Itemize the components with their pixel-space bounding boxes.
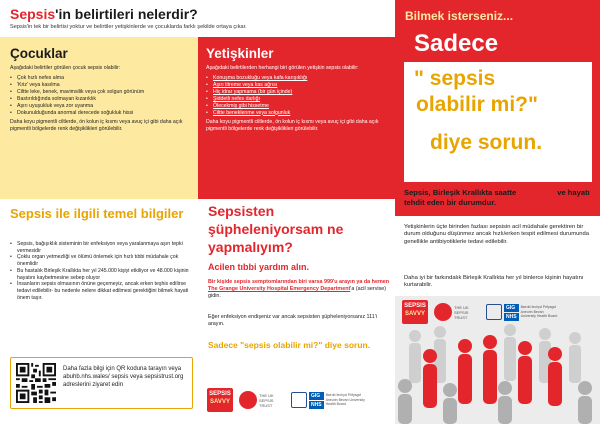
list-item: • Çoklu organ yetmezliği ve ölümü önlemek için hızlı tıbbi müdahale çok önemlidir	[10, 254, 195, 267]
sepsis-trust-logo: THE UK SEPSIS TRUST	[434, 303, 480, 321]
qr-box	[10, 357, 193, 409]
page-title: Sepsis'in belirtileri nelerdir?	[10, 6, 198, 22]
adults-list	[206, 75, 387, 116]
list-item: • Şiddetli nefes darlığı	[206, 96, 387, 103]
slogan-intro: Bilmek isterseniz...	[405, 9, 514, 23]
list-item: • Ciltte leke, benek, mavimsilik veya çok solgun görünüm	[10, 89, 188, 96]
logo-row-right	[402, 300, 559, 324]
logo-row-middle	[207, 388, 366, 412]
children-note: Daha koyu pigmentli ciltlerde, ön kolun iç kısmı veya avuç içi gibi daha açık pigmentli bölgelerde renk değişiklikleri görülebilir.	[10, 119, 183, 133]
awareness-paragraph: Yetişkinlerin üçte birinden fazlası sepsisin acil müdahale gerektiren bir durum olduğunu düşünmez ancak hızlı/erken tespit edilmesi durumunda genellikle antibiyotiklerle tedavi edilebilir.	[404, 224, 589, 245]
suspect-subheading: Acilen tıbbi yardım alın.	[208, 262, 310, 272]
adults-panel	[198, 37, 395, 199]
list-item: • Hiç idrar yapmama (bir gün içinde)	[206, 89, 387, 96]
nhs-logo: GIG NHS Bwrdd Iechyd Prifysgol Aneurin Bevan University Health Board	[291, 392, 366, 409]
suspect-paragraph-1: Bir kişide sepsis semptomlarından biri varsa 999'u arayın ya da hemen The Grange University Hospital Emergency Department'a (acil servise) gidin.	[208, 279, 390, 299]
qr-code-icon[interactable]	[16, 363, 56, 403]
list-item: • Bu hastalık Birleşik Krallıkta her yıl 245.000 kişiyi etkiliyor ve 48.000 kişinin hayatını kaybetmesine sebep oluyor	[10, 268, 195, 281]
benefit-paragraph: Daha iyi bir farkındalık Birleşik Krallıkta her yıl binlerce kişinin hayatını kurtarabilir.	[404, 275, 584, 289]
dragon-emblem-icon	[291, 392, 307, 408]
list-item: • Aşırı titreme veya kas ağrısı	[206, 82, 387, 89]
sepsis-savvy-logo: SEPSIS SAVVY	[402, 300, 428, 324]
page-subtitle: Sepsis'in tek bir belirtisi yoktur ve belirtiler yetişkinlerde ve çocuklarda farklı şekilde ortaya çıkar.	[10, 24, 247, 30]
list-item: • Dokunulduğunda anormal derecede soğukluk hissi	[10, 110, 188, 117]
suspect-paragraph-2: Eğer enfeksiyon endişeniz var ancak sepsisten şüpheleniyorsanız 111'i arayın.	[208, 314, 377, 327]
statistic-statement: Sepsis, Birleşik Krallıkta saatte 5 can alan ve hayatı tehdit eden bir durumdur.	[404, 188, 590, 207]
adults-heading: Yetişkinler	[206, 46, 274, 61]
suspect-cta: Sadece "sepsis olabilir mi?" diye sorun.	[208, 340, 371, 350]
list-item: • İnsanların sepsis olmasının önüne geçemeyiz, ancak erken teşhis edilirse tedavi edilebilir- bu nedenle nelere dikkat edilmesi gerektiğini bilmek hayati önem taşır.	[10, 281, 195, 301]
children-list	[10, 75, 188, 116]
children-heading: Çocuklar	[10, 46, 68, 61]
list-item: • Bastırıldığında solmayan kızarıklık	[10, 96, 188, 103]
dragon-emblem-icon	[486, 304, 502, 320]
sun-icon	[239, 391, 257, 409]
slogan-sadece: Sadece	[414, 30, 499, 57]
list-item: • Sepsis, bağışıklık sisteminin bir enfeksiyon veya yaralanmaya aşırı tepki vermesidir	[10, 241, 195, 254]
slogan-line-2: olabilir mi?"	[416, 93, 538, 116]
sepsis-savvy-logo: SEPSIS SAVVY	[207, 388, 233, 412]
list-item: • 'Kriz' veya kasılma	[10, 82, 188, 89]
qr-caption: Daha fazla bilgi için QR koduna tarayın veya abuhb.nhs.wales/ sepsis veya sepsistrust.org adreslerini ziyaret edin	[63, 366, 184, 388]
facts-list	[10, 241, 195, 301]
children-panel	[0, 37, 198, 199]
sun-icon	[434, 303, 452, 321]
list-item: • Ciltte beneklenme veya solgunluk	[206, 110, 387, 117]
suspect-heading: Sepsisten şüpheleniyorsam ne yapmalıyım?	[208, 203, 344, 255]
list-item: • Konuşma bozukluğu veya kafa karışıklığı	[206, 75, 387, 82]
children-intro: Aşağıdaki belirtiler görülen çocuk sepsis olabilir:	[10, 65, 121, 71]
sepsis-trust-logo: THE UK SEPSIS TRUST	[239, 391, 285, 409]
adults-intro: Aşağıdaki belirtilerden herhangi biri görülen yetişkin sepsis olabilir:	[206, 65, 359, 71]
list-item: • Çok hızlı nefes alma	[10, 75, 188, 82]
facts-heading: Sepsis ile ilgili temel bilgiler	[10, 206, 184, 221]
list-item: • Ölecekmiş gibi hissetme	[206, 103, 387, 110]
slogan-line-3: diye sorun.	[430, 131, 543, 154]
nhs-logo: GIG NHS Bwrdd Iechyd Prifysgol Aneurin Bevan University Health Board	[486, 304, 559, 321]
adults-note: Daha koyu pigmentli ciltlerde, ön kolun iç kısmı veya avuç içi gibi daha açık pigmentli bölgelerde renk değişiklikleri görülebilir.	[206, 119, 379, 133]
slogan-line-1: " sepsis	[414, 67, 496, 90]
list-item: • Aşırı uyuşukluk veya zor uyanma	[10, 103, 188, 110]
